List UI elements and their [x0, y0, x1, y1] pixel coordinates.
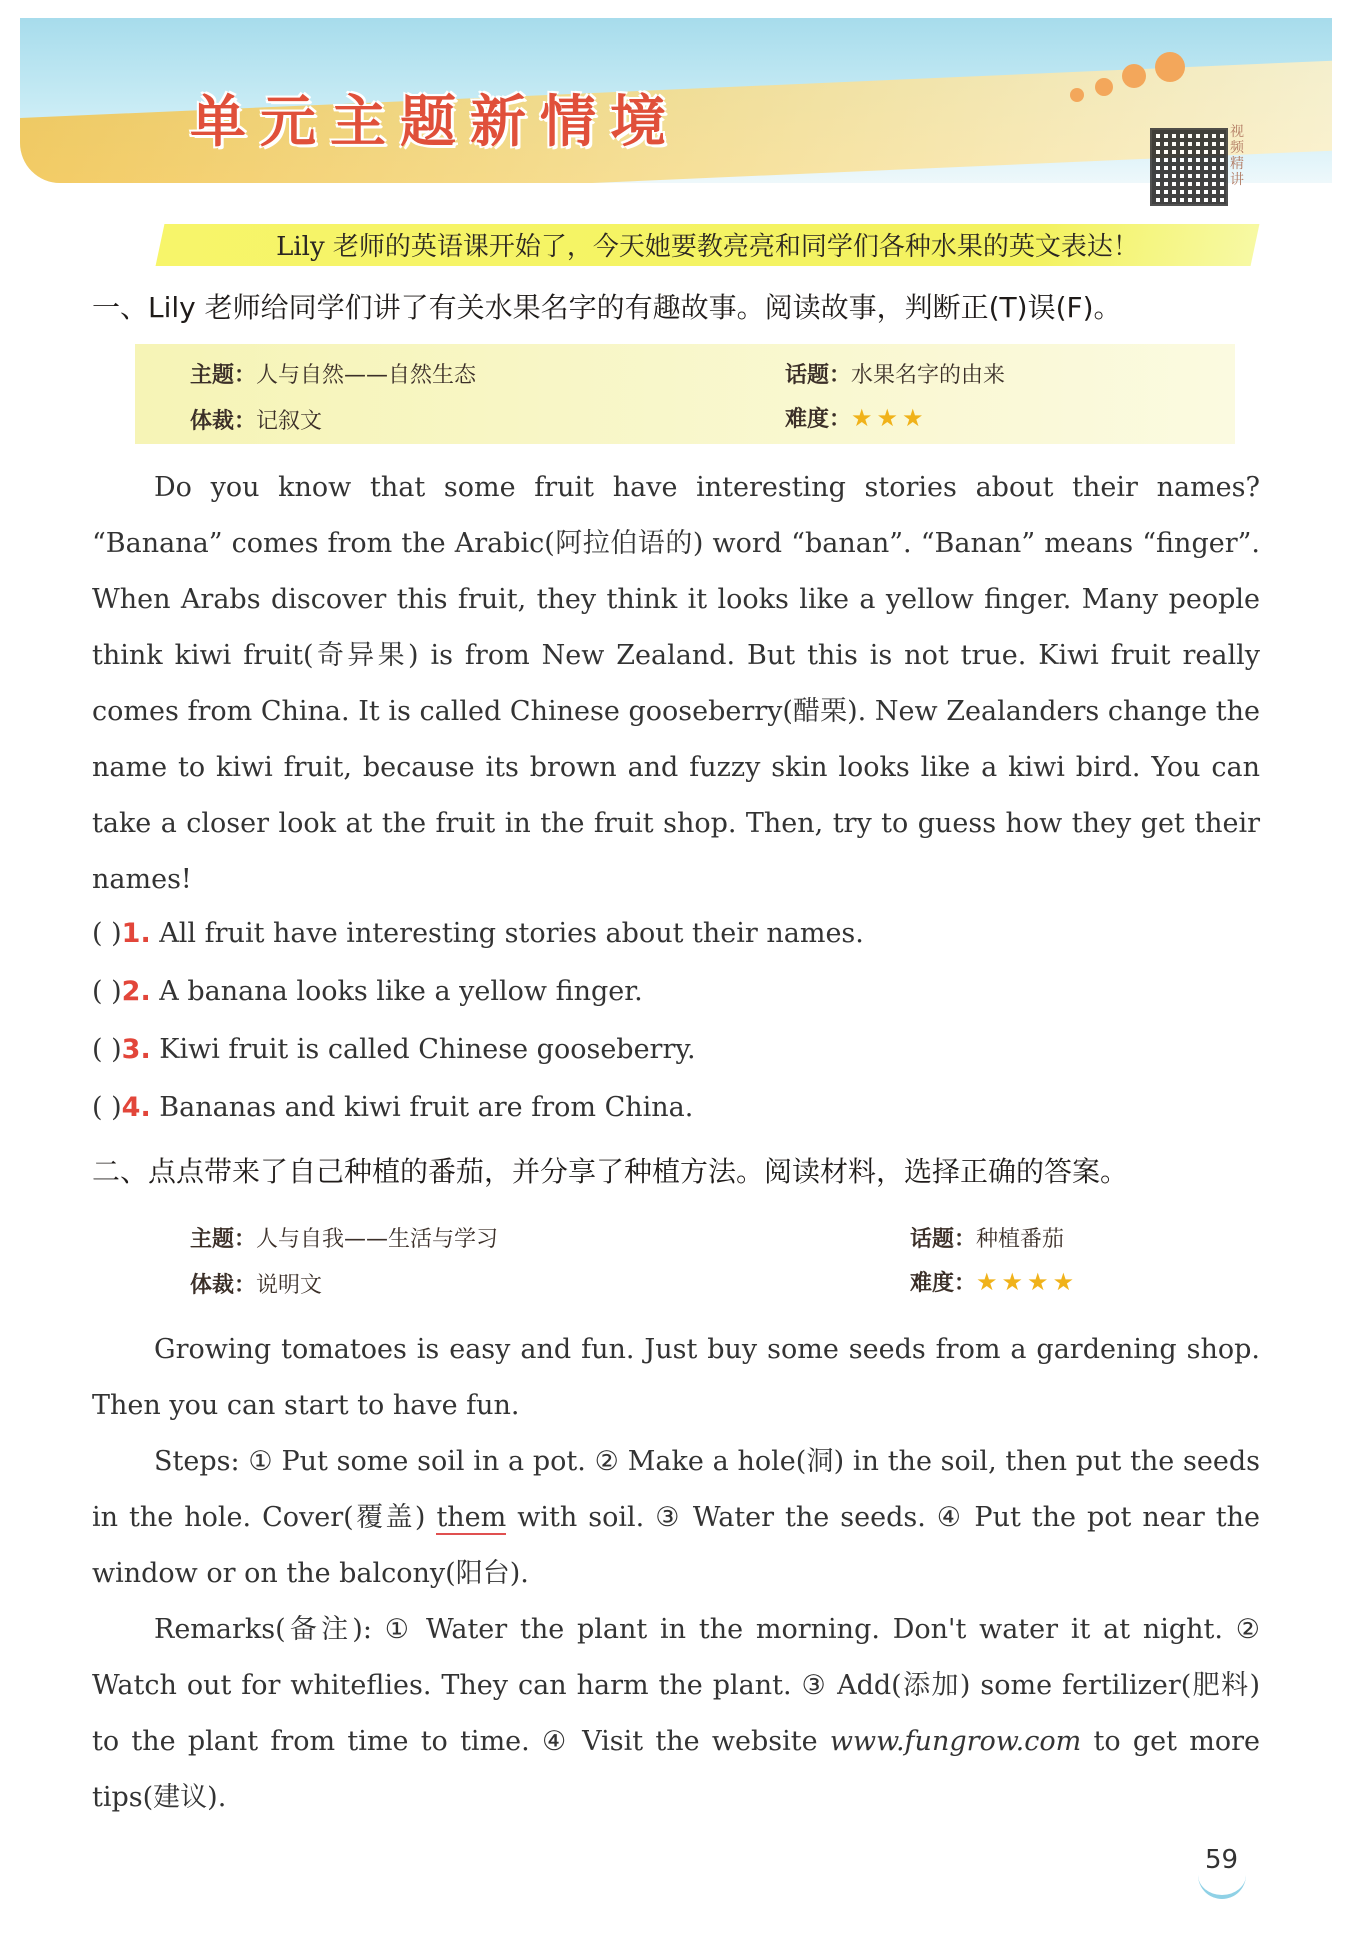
page-number: 59: [1205, 1845, 1239, 1875]
intro-paragraph: Growing tomatoes is easy and fun. Just buy some seeds from a gardening shop. Then you can start to have fun.: [92, 1334, 1260, 1421]
theme-row: [190, 1222, 498, 1253]
answer-bracket[interactable]: ( ): [92, 1034, 122, 1065]
steps-text-b: with soil. ③ Water the seeds. ④ Put the pot near the window or on the balcony(阳台).: [92, 1502, 1260, 1589]
underlined-them: them: [436, 1502, 507, 1533]
topic-row: [785, 358, 1005, 389]
decor-dot: [1095, 78, 1113, 96]
intro-text: Lily 老师的英语课开始了，今天她要教亮亮和同学们各种水果的英文表达！: [276, 232, 1139, 262]
decor-dot: [1155, 52, 1185, 82]
unit-title: 单元主题新情境: [190, 90, 680, 155]
question-number: 4.: [121, 1092, 151, 1123]
question-2: [92, 976, 643, 1007]
question-number: 2.: [121, 976, 151, 1007]
genre-label: 体裁：: [190, 409, 257, 434]
page-number-arc: [1198, 1875, 1246, 1899]
theme-value: 人与自然——自然生态: [256, 363, 477, 388]
question-text: A banana looks like a yellow finger.: [159, 976, 643, 1007]
decor-dot: [1070, 88, 1084, 102]
genre-label: 体裁：: [190, 1273, 257, 1298]
topic-value: 水果名字的由来: [851, 363, 1006, 388]
genre-value: 说明文: [256, 1273, 323, 1298]
question-text: All fruit have interesting stories about their names.: [159, 918, 864, 949]
steps-text-a: Steps: ① Put some soil in a pot. ② Make a hole(洞) in the soil, then put the seeds in the hole. Cover(覆盖): [92, 1446, 1260, 1533]
passage-paragraph: Do you know that some fruit have interesting stories about their names? “Banana” comes from the Arabic(阿拉伯语的) word “banan”. “Banan” means “finger”. When Arabs discover this fruit, they think it looks like a yellow finger. Many people think kiwi fruit(奇异果) is from New Zealand. But this is not true. Kiwi fruit really comes from China. It is called Chinese gooseberry(醋栗). New Zealanders change the name to kiwi fruit, because its brown and fuzzy skin looks like a kiwi bird. You can take a closer look at the fruit in the fruit shop. Then, try to guess how they get their names!: [92, 472, 1260, 895]
section1-title: 一、Lily 老师给同学们讲了有关水果名字的有趣故事。阅读故事，判断正(T)误(F)。: [92, 291, 1122, 324]
answer-bracket[interactable]: ( ): [92, 918, 122, 949]
remarks-text-b: to get more tips(建议).: [92, 1726, 1260, 1813]
section2-title: 二、点点带来了自己种植的番茄，并分享了种植方法。阅读材料，选择正确的答案。: [92, 1155, 1129, 1188]
website-url: www.fungrow.com: [829, 1726, 1082, 1757]
question-4: [92, 1092, 693, 1123]
question-number: 3.: [121, 1034, 151, 1065]
difficulty-row: [910, 1266, 1078, 1297]
difficulty-label: 难度：: [785, 407, 852, 432]
theme-label: 主题：: [190, 1227, 257, 1252]
section1-passage: [92, 460, 1260, 908]
topic-label: 话题：: [910, 1227, 977, 1252]
question-1: [92, 918, 864, 949]
theme-row: [190, 358, 476, 389]
remarks-text-a: Remarks(备注): ① Water the plant in the morning. Don't water it at night. ② Watch out for whiteflies. They can harm the plant. ③ Add(添加) some fertilizer(肥料) to the plant from time to time. ④ Visit the website: [92, 1614, 1260, 1757]
difficulty-stars: ★★★★: [976, 1268, 1079, 1296]
answer-bracket[interactable]: ( ): [92, 1092, 122, 1123]
steps-paragraph: [92, 1434, 1260, 1602]
genre-value: 记叙文: [256, 409, 323, 434]
difficulty-stars: ★★★: [851, 404, 928, 432]
remarks-paragraph: [92, 1602, 1260, 1826]
difficulty-row: [785, 402, 928, 433]
theme-value: 人与自我——生活与学习: [256, 1227, 499, 1252]
genre-row: [190, 1268, 322, 1299]
theme-label: 主题：: [190, 363, 257, 388]
header-banner: [20, 18, 1332, 183]
question-text: Kiwi fruit is called Chinese gooseberry.: [159, 1034, 696, 1065]
qr-code[interactable]: [1150, 128, 1228, 206]
section2-passage: [92, 1322, 1260, 1826]
qr-caption: 视频精讲: [1230, 124, 1244, 188]
question-3: [92, 1034, 696, 1065]
section1-info-box: [135, 344, 1235, 444]
difficulty-label: 难度：: [910, 1271, 977, 1296]
topic-row: [910, 1222, 1064, 1253]
topic-label: 话题：: [785, 363, 852, 388]
question-text: Bananas and kiwi fruit are from China.: [159, 1092, 694, 1123]
topic-value: 种植番茄: [976, 1227, 1065, 1252]
answer-bracket[interactable]: ( ): [92, 976, 122, 1007]
section2-info-box: [135, 1208, 1235, 1308]
question-number: 1.: [121, 918, 151, 949]
genre-row: [190, 404, 322, 435]
decor-dot: [1122, 64, 1146, 88]
